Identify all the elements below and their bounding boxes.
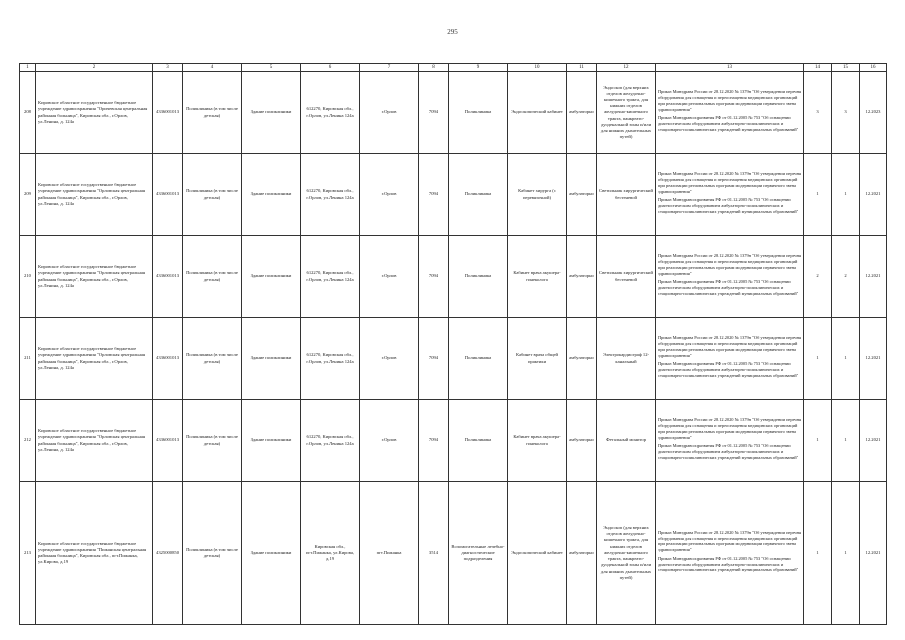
city-cell: пгт.Пижанка xyxy=(360,482,419,625)
basis-order-1379: Приказ Минздрава России от 28.12.2020 № 1379н "Об утверждении перечня оборудования для оснащения и переоснащения медицинских организаций при реализации региональных программ модернизации первичного звена здравоохранения" xyxy=(658,529,801,553)
care-type-cell: амбулаторно xyxy=(567,400,597,482)
qty-cell: 1 xyxy=(804,318,832,400)
patients-cell: Поликлиника (в том числе детская) xyxy=(183,236,242,318)
building-cell: Здание поликлиники xyxy=(242,72,301,154)
inn-cell: 4336001013 xyxy=(153,154,183,236)
patients-cell: Поликлиника (в том числе детская) xyxy=(183,72,242,154)
building-cell: Здание поликлиники xyxy=(242,318,301,400)
room-cell: Кабинет врача акушера-гинеколога xyxy=(508,236,567,318)
equipment-cell: Светильник хирургический бестеневой xyxy=(597,154,656,236)
unit-cell: Вспомогательные лечебно-диагностические подразделения xyxy=(449,482,508,625)
basis-order-753: Приказ Минздравсоцразвития РФ от 01.12.2005 № 753 "Об оснащении диагностическим оборудованием амбулаторно-поликлинических и стационарно-поликлинических учреждений муниципальных образований" xyxy=(658,555,799,573)
row-number: 210 xyxy=(20,236,36,318)
table-row xyxy=(20,400,887,482)
care-type-cell: амбулаторно xyxy=(567,72,597,154)
col-header: 15 xyxy=(832,64,860,72)
equipment-table xyxy=(19,63,887,625)
city-cell: г.Орлов xyxy=(360,318,419,400)
qty-cell: 1 xyxy=(804,482,832,625)
date-cell: 12.2021 xyxy=(860,154,887,236)
col-header: 1 xyxy=(20,64,36,72)
equipment-cell: Светильник хирургический бестеневой xyxy=(597,236,656,318)
qty-cell: 1 xyxy=(832,482,860,625)
unit-cell: Поликлиника xyxy=(449,236,508,318)
basis-cell xyxy=(656,318,804,400)
patients-cell: Поликлиника (в том числе детская) xyxy=(183,482,242,625)
equipment-cell: Эндоскоп (для верхних отделов желудочно-кишечного тракта, для нижних отделов желудочно-кишечного тракта, панкреато-дуоденальной зоны и/или для нижних дыхательных путей) xyxy=(597,482,656,625)
qty-cell: 1 xyxy=(832,154,860,236)
population-cell: 7094 xyxy=(419,400,449,482)
address-cell: 612270, Кировская обл., г.Орлов, ул.Ленина 124а xyxy=(301,400,360,482)
inn-cell: 4336001013 xyxy=(153,236,183,318)
col-header: 13 xyxy=(656,64,804,72)
unit-cell: Поликлиника xyxy=(449,318,508,400)
row-number: 213 xyxy=(20,482,36,625)
date-cell: 12.2021 xyxy=(860,236,887,318)
date-cell: 12.2021 xyxy=(860,400,887,482)
basis-order-753: Приказ Минздравсоцразвития РФ от 01.12.2005 № 753 "Об оснащении диагностическим оборудованием амбулаторно-поликлинических и стационарно-поликлинических учреждений муниципальных образований" xyxy=(658,361,799,378)
address-cell: 612270, Кировская обл., г.Орлов, ул.Ленина 124а xyxy=(301,236,360,318)
qty-cell: 1 xyxy=(804,154,832,236)
qty-cell: 2 xyxy=(804,236,832,318)
basis-cell xyxy=(656,236,804,318)
qty-cell: 3 xyxy=(804,72,832,154)
unit-cell: Поликлиника xyxy=(449,72,508,154)
col-header: 7 xyxy=(360,64,419,72)
qty-cell: 1 xyxy=(832,400,860,482)
organization-cell: Кировское областное государственное бюджетное учреждение здравоохранения "Орловская центральная районная больница", Кировская обл., г.Орлов, ул.Ленина, д. 124а xyxy=(36,154,153,236)
col-header: 16 xyxy=(860,64,887,72)
table-row xyxy=(20,154,887,236)
building-cell: Здание поликлиники xyxy=(242,154,301,236)
inn-cell: 4336001013 xyxy=(153,400,183,482)
city-cell: г.Орлов xyxy=(360,400,419,482)
col-header: 9 xyxy=(449,64,508,72)
organization-cell: Кировское областное государственное бюджетное учреждение здравоохранения "Орловская центральная районная больница", Кировская обл., г.Орлов, ул.Ленина, д. 124а xyxy=(36,318,153,400)
population-cell: 3514 xyxy=(419,482,449,625)
care-type-cell: амбулаторно xyxy=(567,154,597,236)
date-cell: 12.2023 xyxy=(860,72,887,154)
inn-cell: 4336001013 xyxy=(153,72,183,154)
basis-cell xyxy=(656,482,804,625)
city-cell: г.Орлов xyxy=(360,236,419,318)
date-cell: 12.2021 xyxy=(860,318,887,400)
patients-cell: Поликлиника (в том числе детская) xyxy=(183,318,242,400)
room-cell: Кабинет врача общей практики xyxy=(508,318,567,400)
basis-order-753: Приказ Минздравсоцразвития РФ от 01.12.2005 № 753 "Об оснащении диагностическим оборудованием амбулаторно-поликлинических и стационарно-поликлинических учреждений муниципальных образований" xyxy=(658,197,799,214)
organization-cell: Кировское областное государственное бюджетное учреждение здравоохранения "Орловская центральная районная больница", Кировская обл., г.Орлов, ул.Ленина, д. 124а xyxy=(36,400,153,482)
qty-cell: 1 xyxy=(832,318,860,400)
col-header: 2 xyxy=(36,64,153,72)
col-header: 12 xyxy=(597,64,656,72)
page-number: 295 xyxy=(447,28,458,36)
equipment-cell: Электрокардиограф 12-канальный xyxy=(597,318,656,400)
patients-cell: Поликлиника (в том числе детская) xyxy=(183,154,242,236)
room-cell: Кабинет врача акушера-гинеколога xyxy=(508,400,567,482)
population-cell: 7094 xyxy=(419,154,449,236)
room-cell: Эндоскопический кабинет xyxy=(508,72,567,154)
basis-cell xyxy=(656,400,804,482)
building-cell: Здание поликлиники xyxy=(242,400,301,482)
organization-cell: Кировское областное государственное бюджетное учреждение здравоохранения "Орловская центральная районная больница", Кировская обл., г.Орлов, ул.Ленина, д. 124а xyxy=(36,236,153,318)
basis-order-1379: Приказ Минздрава России от 28.12.2020 № 1379н "Об утверждении перечня оборудования для оснащения и переоснащения медицинских организаций при реализации региональных программ модернизации первичного звена здравоохранения" xyxy=(658,417,801,440)
building-cell: Здание поликлиники xyxy=(242,482,301,625)
basis-order-1379: Приказ Минздрава России от 28.12.2020 № 1379н "Об утверждении перечня оборудования для оснащения и переоснащения медицинских организаций при реализации региональных программ модернизации первичного звена здравоохранения" xyxy=(658,253,801,276)
basis-order-753: Приказ Минздравсоцразвития РФ от 01.12.2005 № 753 "Об оснащении диагностическим оборудованием амбулаторно-поликлинических и стационарно-поликлинических учреждений муниципальных образований" xyxy=(658,443,799,460)
basis-order-1379: Приказ Минздрава России от 28.12.2020 № 1379н "Об утверждении перечня оборудования для оснащения и переоснащения медицинских организаций при реализации региональных программ модернизации первичного звена здравоохранения" xyxy=(658,335,801,358)
building-cell: Здание поликлиники xyxy=(242,236,301,318)
table-row xyxy=(20,482,887,625)
row-number: 212 xyxy=(20,400,36,482)
row-number: 211 xyxy=(20,318,36,400)
header-row xyxy=(20,64,887,72)
address-cell: 612270, Кировская обл., г.Орлов, ул.Ленина 124а xyxy=(301,154,360,236)
city-cell: г.Орлов xyxy=(360,154,419,236)
table-row xyxy=(20,72,887,154)
col-header: 14 xyxy=(804,64,832,72)
equipment-cell: Фетальный монитор xyxy=(597,400,656,482)
inn-cell: 4325000850 xyxy=(153,482,183,625)
population-cell: 7094 xyxy=(419,318,449,400)
address-cell: 612270, Кировская обл., г.Орлов, ул.Ленина 124а xyxy=(301,72,360,154)
table-row xyxy=(20,236,887,318)
row-number: 209 xyxy=(20,154,36,236)
table-row xyxy=(20,318,887,400)
basis-order-1379: Приказ Минздрава России от 28.12.2020 № 1379н "Об утверждении перечня оборудования для оснащения и переоснащения медицинских организаций при реализации региональных программ модернизации первичного звена здравоохранения" xyxy=(658,171,801,194)
col-header: 5 xyxy=(242,64,301,72)
col-header: 10 xyxy=(508,64,567,72)
qty-cell: 2 xyxy=(832,236,860,318)
basis-order-753: Приказ Минздравсоцразвития РФ от 01.12.2005 № 753 "Об оснащении диагностическим оборудованием амбулаторно-поликлинических и стационарно-поликлинических учреждений муниципальных образований" xyxy=(658,115,799,132)
date-cell: 12.2021 xyxy=(860,482,887,625)
basis-order-753: Приказ Минздравсоцразвития РФ от 01.12.2005 № 753 "Об оснащении диагностическим оборудованием амбулаторно-поликлинических и стационарно-поликлинических учреждений муниципальных образований" xyxy=(658,279,799,296)
unit-cell: Поликлиника xyxy=(449,154,508,236)
inn-cell: 4336001013 xyxy=(153,318,183,400)
room-cell: Эндоскопический кабинет xyxy=(508,482,567,625)
organization-cell: Кировское областное государственное бюджетное учреждение здравоохранения "Пижанская центральная районная больница", Кировская обл., пгт.Пижанка, ул.Кирова, д.19 xyxy=(36,482,153,625)
address-cell: 612270, Кировская обл., г.Орлов, ул.Ленина 124а xyxy=(301,318,360,400)
population-cell: 7094 xyxy=(419,236,449,318)
city-cell: г.Орлов xyxy=(360,72,419,154)
care-type-cell: амбулаторно xyxy=(567,318,597,400)
col-header: 6 xyxy=(301,64,360,72)
population-cell: 7094 xyxy=(419,72,449,154)
qty-cell: 3 xyxy=(832,72,860,154)
unit-cell: Поликлиника xyxy=(449,400,508,482)
col-header: 4 xyxy=(183,64,242,72)
basis-order-1379: Приказ Минздрава России от 28.12.2020 № 1379н "Об утверждении перечня оборудования для оснащения и переоснащения медицинских организаций при реализации региональных программ модернизации первичного звена здравоохранения" xyxy=(658,89,801,112)
col-header: 8 xyxy=(419,64,449,72)
basis-cell xyxy=(656,72,804,154)
basis-cell xyxy=(656,154,804,236)
col-header: 11 xyxy=(567,64,597,72)
address-cell: Кировская обл., пгт.Пижанка, ул.Кирова, д.19 xyxy=(301,482,360,625)
row-number: 208 xyxy=(20,72,36,154)
qty-cell: 1 xyxy=(804,400,832,482)
col-header: 3 xyxy=(153,64,183,72)
equipment-cell: Эндоскоп (для верхних отделов желудочно-кишечного тракта, для нижних отделов желудочно-кишечного тракта, панкреато-дуоденальной зоны и/или для нижних дыхательных путей) xyxy=(597,72,656,154)
organization-cell: Кировское областное государственное бюджетное учреждение здравоохранения "Оричевская центральная районная больница", Кировская обл., г.Орлов, ул.Ленина, д. 124а xyxy=(36,72,153,154)
room-cell: Кабинет хирурга (с перевязочной) xyxy=(508,154,567,236)
care-type-cell: амбулаторно xyxy=(567,236,597,318)
care-type-cell: амбулаторно xyxy=(567,482,597,625)
patients-cell: Поликлиника (в том числе детская) xyxy=(183,400,242,482)
